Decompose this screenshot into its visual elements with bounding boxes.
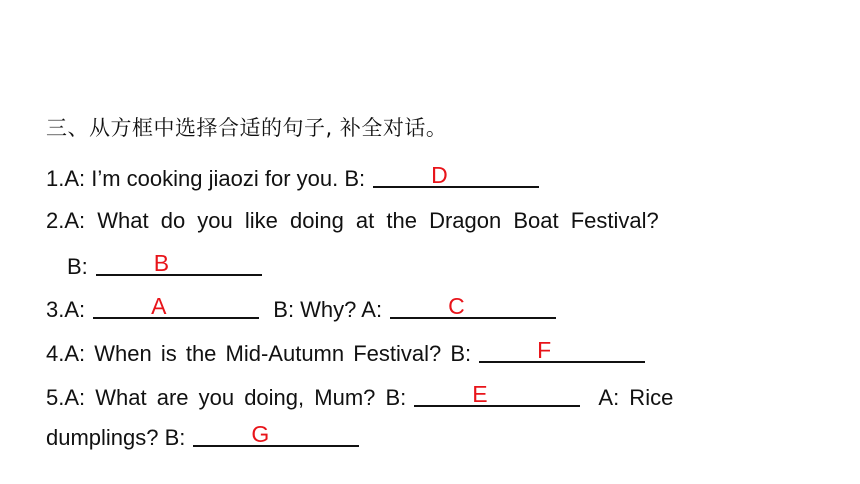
answer-blank-1[interactable] [373,162,539,188]
answer-5b: G [251,421,270,447]
answer-blank-2[interactable] [96,250,262,276]
question-2-b-label: B: [67,254,88,279]
section-heading: 三、从方框中选择合适的句子, 补全对话。 [46,116,448,140]
answer-blank-5b[interactable] [193,421,359,447]
answer-blank-4[interactable] [479,337,645,363]
answer-3b: C [448,293,465,319]
question-3 [46,293,556,325]
question-3-middle: B: Why? A: [273,297,383,322]
question-2-text: 2.A: What do you like doing at the Dragon Boat Festival? [46,208,659,233]
answer-1: D [431,162,448,188]
answer-blank-3b[interactable] [390,293,556,319]
question-2-response [67,250,262,282]
answer-blank-5a[interactable] [414,381,580,407]
question-2 [46,206,659,236]
question-5 [46,381,673,413]
question-4-text: 4.A: When is the Mid-Autumn Festival? B: [46,341,472,366]
question-4 [46,337,645,369]
answer-blank-3a[interactable] [93,293,259,319]
question-1-text: 1.A: I’m cooking jiaozi for you. B: [46,166,366,191]
question-5-continuation-line [46,421,359,453]
question-3-prefix: 3.A: [46,297,86,322]
answer-5a: E [472,381,488,407]
answer-2: B [153,250,170,276]
answer-3a: A [151,293,167,319]
answer-4: F [537,337,552,363]
question-5-after: A: Rice [598,385,674,410]
question-1 [46,162,539,194]
question-5-continuation: dumplings? B: [46,425,186,450]
question-5-text: 5.A: What are you doing, Mum? B: [46,385,407,410]
